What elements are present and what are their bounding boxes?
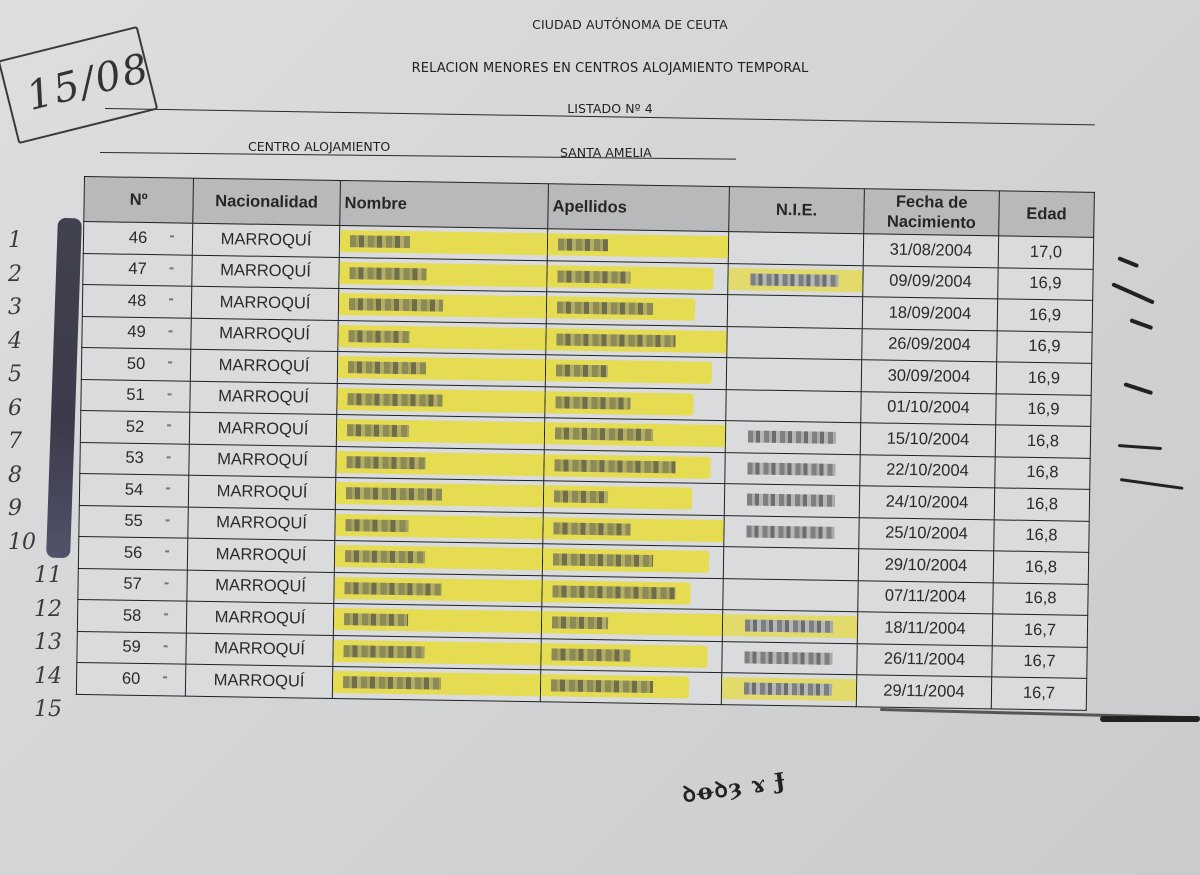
cell-nationality: MARROQUÍ [192, 255, 339, 289]
dash-mark [168, 361, 172, 363]
redacted-name [333, 636, 540, 669]
redacted-surname [543, 545, 723, 578]
row-number: 47 [128, 259, 147, 279]
cell-nie [726, 389, 861, 423]
cell-nationality: MARROQUÍ [192, 223, 339, 257]
redacted-name [335, 510, 542, 543]
pixelated-text [744, 651, 832, 664]
cell-nationality: MARROQUÍ [188, 475, 335, 509]
handwritten-signature: ꝺꝋꝺȝ ɤ Ɉ [680, 767, 788, 809]
cell-surname [547, 260, 728, 294]
row-number: 59 [122, 637, 141, 657]
cell-age: 16,8 [993, 582, 1088, 615]
cell-birthdate: 31/08/2004 [863, 234, 998, 268]
margin-count: 11 [34, 563, 62, 588]
cell-name [337, 383, 545, 418]
cell-name [339, 257, 547, 292]
margin-count: 6 [8, 395, 22, 421]
pixelated-text [345, 550, 425, 563]
cell-nie [725, 452, 860, 486]
row-number: 53 [125, 448, 144, 468]
pixelated-text [553, 554, 653, 568]
cell-nie [722, 610, 857, 644]
cell-no [81, 347, 190, 380]
cell-name [336, 415, 544, 450]
cell-nie [726, 358, 861, 392]
cell-name [334, 572, 542, 607]
cell-birthdate: 15/10/2004 [860, 423, 995, 457]
row-number: 50 [126, 354, 146, 373]
redacted-name [335, 541, 542, 574]
row-number: 48 [127, 291, 147, 310]
redacted-name [334, 573, 541, 606]
pixelated-text [745, 620, 833, 633]
pixelated-text [557, 270, 630, 283]
header-birthdate-line2: Nacimiento [886, 212, 976, 233]
margin-count: 15 [34, 697, 62, 722]
cell-no [80, 442, 189, 475]
tick-mark [1123, 382, 1153, 395]
cell-age: 16,8 [995, 425, 1090, 458]
pixelated-text [557, 302, 653, 316]
cell-name [332, 666, 540, 701]
redacted-nie [725, 453, 859, 485]
row-number: 49 [127, 322, 146, 342]
pixelated-text [748, 431, 836, 444]
dash-mark [164, 645, 168, 647]
pixelated-text [551, 680, 653, 694]
cell-no [79, 505, 188, 538]
cell-surname [546, 323, 727, 357]
margin-count: 12 [34, 596, 62, 622]
header-nationality: Nacionalidad [193, 178, 341, 225]
redacted-surname [546, 324, 726, 357]
tick-mark [1111, 282, 1155, 304]
pixelated-text [344, 613, 408, 626]
row-number: 54 [124, 480, 144, 499]
strike-line-end [1100, 716, 1200, 722]
cell-nationality: MARROQUÍ [185, 664, 332, 698]
dash-mark [168, 393, 172, 395]
header-nie: N.I.E. [729, 187, 865, 234]
cell-birthdate: 18/09/2004 [862, 297, 997, 331]
cell-nie [727, 295, 862, 329]
cell-no [82, 316, 191, 349]
cell-nationality: MARROQUÍ [189, 444, 336, 478]
cell-name [333, 603, 541, 638]
redacted-name [336, 478, 543, 511]
redacted-name [334, 604, 541, 637]
document-title: CIUDAD AUTÓNOMA DE CEUTA [532, 17, 728, 32]
cell-nie [725, 421, 860, 455]
minors-table [76, 176, 1095, 710]
pixelated-text [558, 239, 608, 252]
dash-mark [166, 519, 170, 521]
cell-surname [540, 670, 721, 704]
cell-name [338, 289, 546, 324]
row-number: 46 [128, 228, 148, 247]
redacted-name [339, 258, 546, 291]
cell-no [83, 253, 192, 286]
dash-mark [170, 235, 174, 237]
cell-nationality: MARROQUÍ [187, 570, 334, 604]
pixelated-text [750, 273, 838, 286]
margin-count: 3 [8, 295, 22, 320]
cell-no [76, 662, 185, 695]
redacted-nie [723, 610, 857, 642]
center-label: CENTRO ALOJAMIENTO [248, 139, 391, 154]
redacted-surname [547, 293, 727, 326]
dash-mark [165, 582, 169, 584]
cell-no [83, 222, 192, 255]
cell-birthdate: 09/09/2004 [863, 265, 998, 299]
header-age: Edad [999, 191, 1095, 237]
cell-age: 16,7 [991, 677, 1086, 710]
cell-surname [542, 544, 723, 578]
margin-count: 10 [8, 529, 36, 555]
pixelated-text [554, 459, 675, 473]
cell-surname [545, 355, 726, 389]
pixelated-text [343, 645, 424, 658]
dash-mark [165, 550, 169, 552]
cell-no [78, 536, 187, 569]
redacted-surname [547, 261, 727, 294]
cell-name [335, 477, 543, 512]
cell-no [81, 379, 190, 412]
pixelated-text [346, 456, 425, 469]
redacted-surname [543, 513, 723, 546]
redacted-name [339, 289, 546, 322]
cell-age: 16,7 [992, 614, 1087, 647]
cell-surname [543, 481, 724, 515]
header-no: Nº [84, 177, 194, 224]
pixelated-text [349, 267, 426, 280]
pixelated-text [347, 393, 442, 406]
redacted-nie [728, 264, 862, 296]
cell-birthdate: 01/10/2004 [861, 391, 996, 425]
cell-nie [724, 484, 859, 518]
cell-nationality: MARROQUÍ [190, 349, 337, 383]
margin-count: 5 [8, 362, 22, 387]
dash-mark [169, 298, 173, 300]
pixelated-text [556, 365, 608, 378]
cell-name [336, 446, 544, 481]
cell-age: 16,9 [996, 393, 1091, 426]
pixelated-text [555, 396, 630, 409]
cell-surname [541, 638, 722, 672]
pixelated-text [348, 330, 409, 343]
header-birthdate [864, 189, 1000, 236]
cell-birthdate: 26/09/2004 [862, 328, 997, 362]
row-number: 52 [125, 417, 145, 436]
pixelated-text [350, 235, 410, 248]
cell-surname [543, 512, 724, 546]
tick-mark [1117, 256, 1139, 268]
redacted-surname [545, 419, 725, 452]
row-number: 57 [123, 574, 142, 594]
cell-nie [728, 263, 863, 297]
cell-surname [541, 607, 722, 641]
cell-surname [544, 449, 725, 483]
cell-nationality: MARROQUÍ [189, 412, 336, 446]
redacted-surname [542, 608, 722, 641]
cell-age: 16,8 [995, 456, 1090, 489]
cell-age: 16,9 [997, 330, 1092, 363]
cell-no [77, 631, 186, 664]
cell-name [335, 509, 543, 544]
redacted-surname [548, 230, 728, 263]
cell-name [339, 226, 547, 261]
dash-mark [169, 330, 173, 332]
redacted-nie [724, 516, 858, 548]
pixelated-text [348, 361, 426, 374]
cell-nationality: MARROQUÍ [186, 633, 333, 667]
cell-age: 16,9 [998, 267, 1093, 300]
cell-no [78, 568, 187, 601]
cell-surname [544, 418, 725, 452]
row-number: 51 [126, 385, 145, 405]
cell-age: 17,0 [998, 236, 1093, 269]
row-number: 60 [121, 669, 141, 688]
cell-name [334, 540, 542, 575]
cell-surname [542, 575, 723, 609]
margin-count: 4 [8, 328, 22, 354]
margin-count: 8 [8, 462, 22, 488]
cell-no [77, 599, 186, 632]
redacted-nie [726, 421, 860, 453]
cell-nie [727, 326, 862, 360]
row-number: 58 [122, 606, 142, 625]
pixelated-text [554, 491, 608, 504]
center-name: SANTA AMELIA [560, 145, 652, 160]
redacted-name [337, 384, 544, 417]
stamp-number: 15/08 [21, 44, 155, 120]
cell-nationality: MARROQUÍ [187, 538, 334, 572]
cell-birthdate: 26/11/2004 [857, 643, 992, 677]
cell-no [79, 473, 188, 506]
cell-birthdate: 29/10/2004 [858, 549, 993, 583]
cell-birthdate: 25/10/2004 [859, 517, 994, 551]
cell-surname [547, 229, 728, 263]
pixelated-text [349, 298, 443, 311]
margin-count: 14 [34, 663, 62, 689]
document-subtitle: RELACION MENORES EN CENTROS ALOJAMIENTO TEMPORAL [411, 61, 809, 76]
pixelated-text [346, 487, 442, 501]
dash-mark [164, 613, 168, 615]
cell-nationality: MARROQUÍ [191, 286, 338, 320]
dash-mark [170, 267, 174, 269]
pixelated-text [551, 648, 630, 661]
pixelated-text [556, 333, 675, 347]
cell-surname [546, 292, 727, 326]
cell-age: 16,9 [997, 299, 1092, 332]
cell-name [337, 352, 545, 387]
margin-count: 7 [8, 429, 22, 454]
cell-birthdate: 30/09/2004 [861, 360, 996, 394]
redacted-surname [541, 639, 721, 672]
pixelated-text [552, 617, 608, 630]
dash-mark [167, 456, 171, 458]
cell-age: 16,9 [996, 362, 1091, 395]
pixelated-text [553, 522, 630, 535]
redacted-name [336, 447, 543, 480]
tick-mark [1120, 478, 1184, 490]
tick-mark [1118, 444, 1162, 450]
cell-nationality: MARROQUÍ [186, 601, 333, 635]
redacted-surname [544, 450, 724, 483]
pixelated-text [555, 428, 653, 442]
pixelated-text [747, 494, 835, 507]
redacted-name [340, 226, 547, 259]
dash-mark [166, 487, 170, 489]
redacted-surname [545, 387, 725, 420]
pixelated-text [345, 519, 408, 532]
header-name: Nombre [340, 181, 549, 229]
cell-nie [721, 673, 856, 707]
handwritten-stamp-box [0, 26, 158, 144]
row-number: 55 [124, 511, 143, 531]
cell-nie [723, 578, 858, 612]
margin-count: 1 [8, 228, 22, 253]
cell-no [80, 410, 189, 443]
cell-name [333, 635, 541, 670]
header-surname: Apellidos [548, 184, 730, 232]
redacted-name [337, 415, 544, 448]
cell-age: 16,8 [993, 551, 1088, 584]
pixelated-text [746, 525, 834, 538]
redacted-nie [722, 673, 856, 705]
cell-nationality: MARROQUÍ [190, 381, 337, 415]
cell-name [338, 320, 546, 355]
margin-count: 2 [8, 261, 22, 287]
pixelated-text [744, 683, 832, 696]
cell-surname [545, 386, 726, 420]
cell-birthdate: 22/10/2004 [860, 454, 995, 488]
cell-age: 16,8 [994, 519, 1089, 552]
dash-mark [163, 676, 167, 678]
cell-nie [728, 232, 863, 266]
cell-birthdate: 29/11/2004 [856, 675, 991, 709]
cell-birthdate: 07/11/2004 [858, 580, 993, 614]
redacted-surname [546, 356, 726, 389]
row-number: 56 [123, 543, 143, 562]
dash-mark [167, 424, 171, 426]
redacted-name [338, 352, 545, 385]
cell-nie [722, 641, 857, 675]
cell-age: 16,8 [994, 488, 1089, 521]
cell-no [82, 284, 191, 317]
redacted-nie [722, 642, 856, 674]
pixelated-text [344, 582, 441, 596]
redacted-surname [544, 482, 724, 515]
redacted-nie [725, 484, 859, 516]
cell-nie [724, 515, 859, 549]
cell-birthdate: 24/10/2004 [859, 486, 994, 520]
scribble-mark [46, 218, 82, 559]
redacted-name [333, 667, 540, 700]
cell-age: 16,7 [992, 645, 1087, 678]
pixelated-text [747, 462, 835, 475]
tick-mark [1129, 318, 1153, 330]
cell-birthdate: 18/11/2004 [857, 612, 992, 646]
pixelated-text [343, 676, 441, 690]
margin-count: 13 [34, 630, 62, 655]
redacted-surname [541, 670, 721, 703]
header-birthdate-line1: Fecha de [895, 192, 968, 212]
cell-nationality: MARROQUÍ [191, 318, 338, 352]
list-number: LISTADO Nº 4 [567, 101, 653, 116]
cell-nationality: MARROQUÍ [188, 507, 335, 541]
redacted-surname [542, 576, 722, 609]
pixelated-text [347, 424, 409, 437]
margin-count: 9 [8, 496, 22, 521]
pixelated-text [552, 585, 675, 599]
cell-nie [723, 547, 858, 581]
redacted-name [338, 321, 545, 354]
